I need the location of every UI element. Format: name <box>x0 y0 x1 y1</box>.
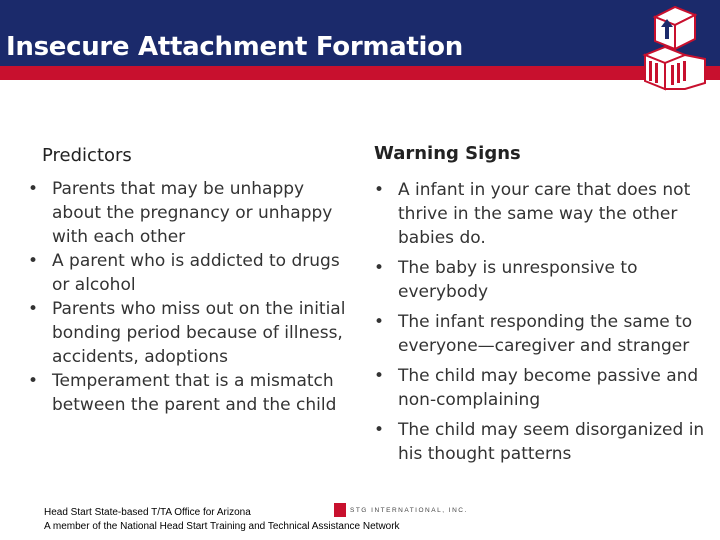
predictors-list <box>22 177 357 417</box>
list-item: • Parents who miss out on the initial bonding period because of illness, accidents, adoptions <box>22 297 357 369</box>
footer-line-1: Head Start State-based T/TA Office for Arizona <box>44 507 251 518</box>
predictors-heading: Predictors <box>42 145 132 166</box>
head-start-blocks-logo-icon <box>641 3 709 91</box>
list-item: • The infant responding the same to everyone—caregiver and stranger <box>368 310 718 358</box>
footer <box>44 506 400 534</box>
stg-logo-text: STG INTERNATIONAL, INC. <box>350 506 468 514</box>
footer-line-2: A member of the National Head Start Training and Technical Assistance Network <box>44 521 400 532</box>
list-item: • A infant in your care that does not thrive in the same way the other babies do. <box>368 178 718 250</box>
list-item: • The baby is unresponsive to everybody <box>368 256 718 304</box>
slide-title: Insecure Attachment Formation <box>6 32 463 62</box>
warning-signs-list <box>368 178 718 472</box>
list-item: • The child may seem disorganized in his thought patterns <box>368 418 718 466</box>
list-item: • Parents that may be unhappy about the pregnancy or unhappy with each other <box>22 177 357 249</box>
list-item: • Temperament that is a mismatch between the parent and the child <box>22 369 357 417</box>
title-bar <box>0 0 720 66</box>
accent-stripe <box>0 66 720 80</box>
warning-signs-heading: Warning Signs <box>374 143 521 164</box>
list-item: • The child may become passive and non-complaining <box>368 364 718 412</box>
list-item: • A parent who is addicted to drugs or alcohol <box>22 249 357 297</box>
